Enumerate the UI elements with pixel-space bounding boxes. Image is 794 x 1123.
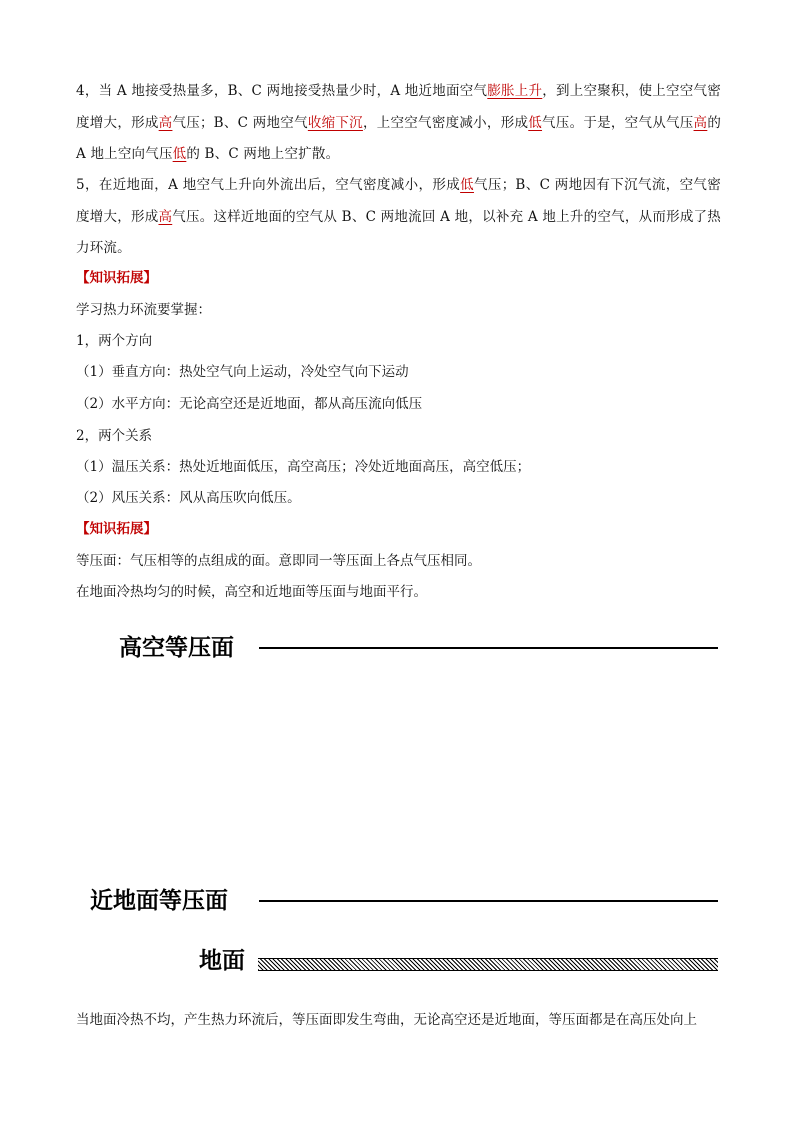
section1-intro: 学习热力环流要掌握：	[76, 302, 211, 318]
answer-expand-rise: 膨胀上升	[487, 83, 543, 99]
answer-low-2: 低	[172, 146, 187, 162]
answer-contract-sink: 收缩下沉	[307, 114, 363, 131]
lower-isobar-line	[259, 900, 718, 902]
section1-item-1: 1，两个方向	[76, 333, 153, 349]
ground-label: 地面	[199, 948, 245, 974]
upper-isobar-line	[259, 647, 718, 649]
upper-isobar-label: 高空等压面	[119, 635, 234, 661]
paragraph-5: 5，在近地面，A 地空气上升向外流出后，空气密度减小，形成低气压；B、C 两地因有下沉气流，空气密度增大，形成高气压。这样近地面的空气从 B、C 两地流回 A 地，以补充 A 地上升的空气，从而形成了热力环流。	[76, 177, 722, 256]
section2-line-2: 在地面冷热均匀的时候，高空和近地面等压面与地面平行。	[76, 584, 427, 600]
answer-high-3: 高	[158, 208, 173, 225]
bottom-text: 当地面冷热不均，产生热力环流后，等压面即发生弯曲，无论高空还是近地面，等压面都是在高压处向上	[76, 1012, 697, 1028]
ground-hatch	[258, 958, 718, 971]
section-heading-1: 【知识拓展】	[76, 270, 157, 286]
section1-item-1a: （1）垂直方向：热处空气向上运动，冷处空气向下运动	[76, 364, 409, 380]
answer-high-2: 高	[693, 114, 708, 131]
lower-isobar-label: 近地面等压面	[90, 888, 228, 914]
section1-item-2b: （2）风压关系：风从高压吹向低压。	[76, 490, 301, 506]
section1-item-2: 2，两个关系	[76, 428, 153, 444]
paragraph-4: 4，当 A 地接受热量多，B、C 两地接受热量少时，A 地近地面空气膨胀上升，到上空聚积，使上空空气密度增大，形成高气压；B、C 两地空气收缩下沉，上空空气密度减小，形成低气压。于是，空气从气压高的 A 地上空向气压低的 B、C 两地上空扩散。	[76, 83, 722, 162]
section-heading-2: 【知识拓展】	[76, 521, 157, 537]
answer-low-3: 低	[460, 177, 474, 193]
answer-low: 低	[528, 114, 543, 131]
section1-item-2a: （1）温压关系：热处近地面低压，高空高压；冷处近地面高压，高空低压；	[76, 459, 531, 475]
section2-line-1: 等压面：气压相等的点组成的面。意即同一等压面上各点气压相同。	[76, 553, 481, 569]
section1-item-1b: （2）水平方向：无论高空还是近地面，都从高压流向低压	[76, 396, 423, 412]
answer-high: 高	[158, 114, 173, 131]
